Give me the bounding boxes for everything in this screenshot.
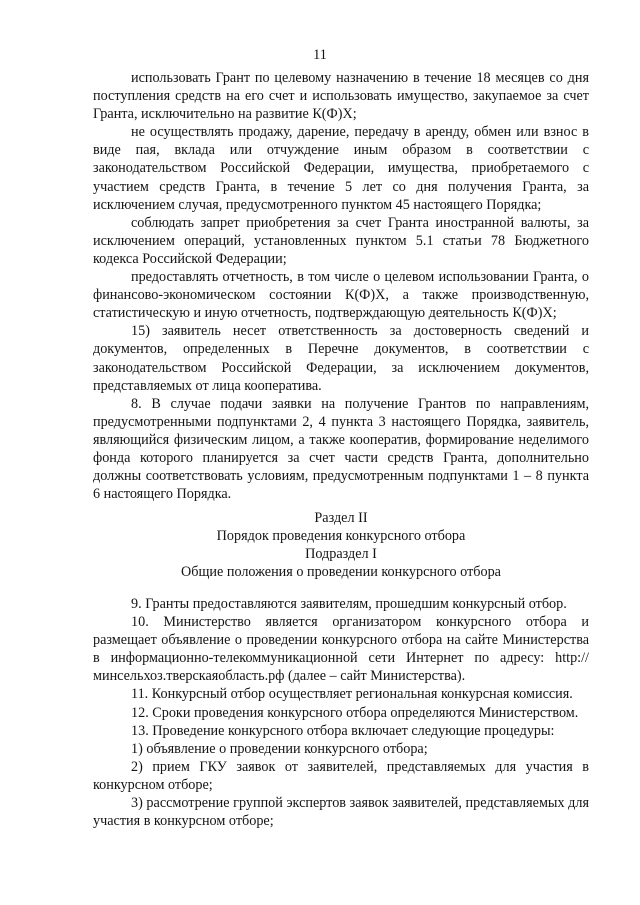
paragraph: использовать Грант по целевому назначению в течение 18 месяцев со дня поступления средств на его счет и использовать имущество, закупаемое за счет Гранта, исключительно на развитие К(Ф)Х; (93, 70, 589, 123)
paragraph: предоставлять отчетность, в том числе о целевом использовании Гранта, о финансово-экономическом состоянии К(Ф)Х, а также производственную, статистическую и иную отчетность, подтверждающую деятельность К(Ф)Х; (93, 269, 589, 322)
paragraph: не осуществлять продажу, дарение, передачу в аренду, обмен или взнос в виде пая, вклада или отчуждение иным образом в соответствии с законодательством Российской Федерации, имущества, приобретаемого с участием средств Гранта, в течение 5 лет со дня получения Гранта, за исключением случая, предусмотренного пунктом 45 настоящего Порядка; (93, 124, 589, 213)
subsection-subtitle: Общие положения о проведении конкурсного отбора (181, 564, 501, 581)
body-text-top (93, 69, 589, 503)
page-number: 11 (313, 47, 327, 63)
paragraph: 2) прием ГКУ заявок от заявителей, представляемых для участия в конкурсном отборе; (93, 758, 589, 793)
paragraph: 11. Конкурсный отбор осуществляет региональная конкурсная комиссия. (131, 686, 573, 703)
paragraph: 3) рассмотрение группой экспертов заявок заявителей, представляемых для участия в конкурсном отборе; (93, 795, 589, 830)
paragraph: соблюдать запрет приобретения за счет Гранта иностранной валюты, за исключением операций, установленных пунктом 5.1 статьи 78 Бюджетного кодекса Российской Федерации; (93, 214, 589, 267)
body-text-bottom (93, 595, 589, 830)
paragraph: 1) объявление о проведении конкурсного отбора; (131, 740, 428, 757)
paragraph: 9. Гранты предоставляются заявителям, прошедшим конкурсный отбор. (131, 596, 567, 612)
section-title: Раздел II (314, 510, 368, 526)
paragraph: 13. Проведение конкурсного отбора включает следующие процедуры: (131, 722, 555, 739)
section-heading (93, 509, 589, 581)
paragraph: 10. Министерство является организатором конкурсного отбора и размещает объявление о проведении конкурсного отбора на сайте Министерства в информационно-телекоммуникационной сети Интернет по адресу: http://минсельхоз.тверскаяобласть.рф (далее – сайт Министерства). (93, 614, 589, 685)
paragraph: 12. Сроки проведения конкурсного отбора определяются Министерством. (131, 704, 579, 721)
subsection-title: Подраздел I (305, 546, 377, 563)
paragraph: 15) заявитель несет ответственность за достоверность сведений и документов, определенных в Перечне документов, в соответствии с законодательством Российской Федерации, за исключением документов, представляемых от лица кооператива. (93, 323, 589, 394)
section-subtitle: Порядок проведения конкурсного отбора (216, 528, 466, 545)
paragraph: 8. В случае подачи заявки на получение Грантов по направлениям, предусмотренными подпунктами 2, 4 пункта 3 настоящего Порядка, заявитель, являющийся физическим лицом, а также кооператив, формирование неделимого фонда которого планируется за счет части средств Гранта, дополнительно должны соответствовать условиям, предусмотренным подпунктами 1 – 8 пункта 6 настоящего Порядка. (93, 395, 589, 503)
